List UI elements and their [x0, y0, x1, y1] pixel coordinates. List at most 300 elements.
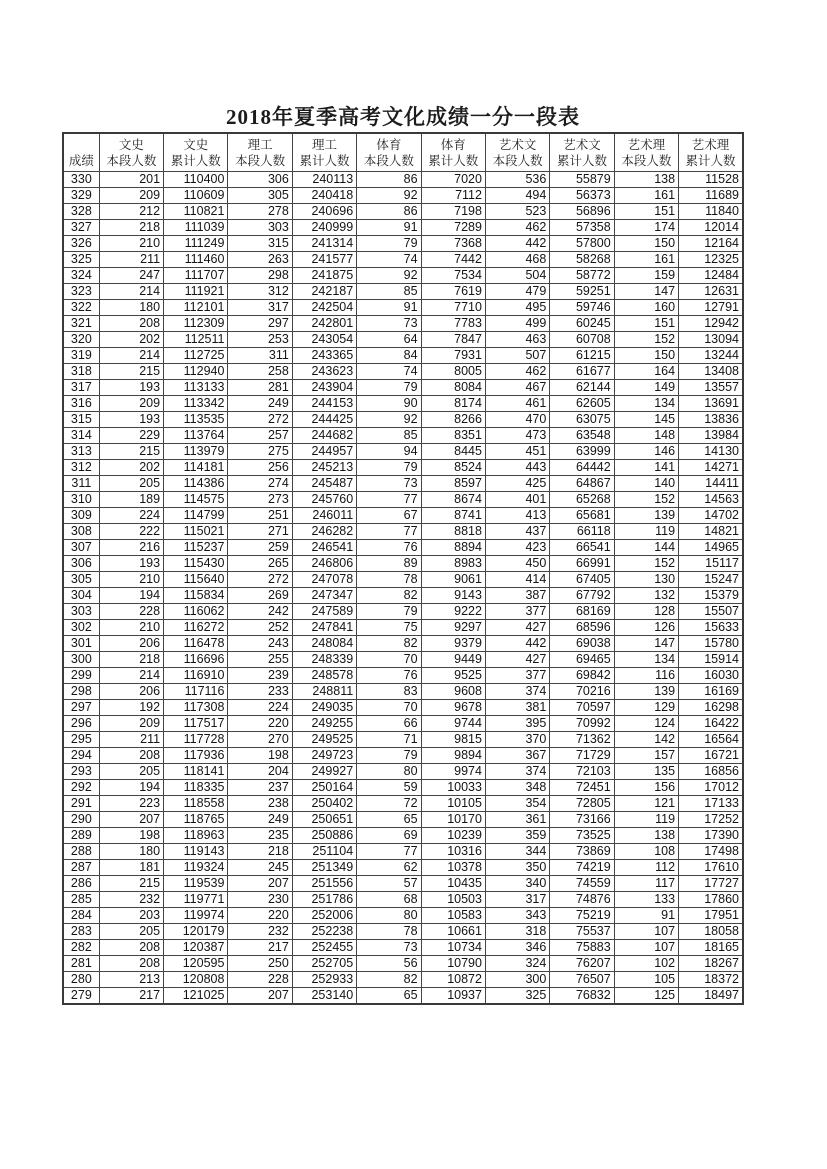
count-cell: 57358	[550, 220, 614, 236]
count-cell: 350	[485, 860, 549, 876]
score-cell: 327	[63, 220, 99, 236]
count-cell: 205	[99, 764, 163, 780]
column-header-group: 艺术文	[498, 138, 537, 152]
count-cell: 7783	[421, 316, 485, 332]
count-cell: 218	[228, 844, 292, 860]
count-cell: 13836	[679, 412, 743, 428]
count-cell: 437	[485, 524, 549, 540]
count-cell: 7112	[421, 188, 485, 204]
count-cell: 8597	[421, 476, 485, 492]
count-cell: 245	[228, 860, 292, 876]
count-cell: 66541	[550, 540, 614, 556]
count-cell: 12484	[679, 268, 743, 284]
count-cell: 118765	[164, 812, 228, 828]
count-cell: 10239	[421, 828, 485, 844]
count-cell: 62144	[550, 380, 614, 396]
count-cell: 259	[228, 540, 292, 556]
count-cell: 17252	[679, 812, 743, 828]
count-cell: 181	[99, 860, 163, 876]
count-cell: 132	[614, 588, 678, 604]
count-cell: 467	[485, 380, 549, 396]
count-cell: 244957	[292, 444, 356, 460]
count-cell: 73869	[550, 844, 614, 860]
count-cell: 15507	[679, 604, 743, 620]
table-row	[63, 300, 743, 316]
count-cell: 252705	[292, 956, 356, 972]
table-row	[63, 460, 743, 476]
count-cell: 210	[99, 236, 163, 252]
count-cell: 108	[614, 844, 678, 860]
count-cell: 73166	[550, 812, 614, 828]
table-row	[63, 748, 743, 764]
count-cell: 82	[357, 588, 421, 604]
count-cell: 72	[357, 796, 421, 812]
count-cell: 10872	[421, 972, 485, 988]
count-cell: 113764	[164, 428, 228, 444]
count-cell: 206	[99, 684, 163, 700]
score-cell: 326	[63, 236, 99, 252]
count-cell: 70	[357, 700, 421, 716]
count-cell: 116478	[164, 636, 228, 652]
count-cell: 427	[485, 620, 549, 636]
count-cell: 156	[614, 780, 678, 796]
score-cell: 288	[63, 844, 99, 860]
table-row	[63, 732, 743, 748]
count-cell: 8005	[421, 364, 485, 380]
count-cell: 76507	[550, 972, 614, 988]
count-cell: 361	[485, 812, 549, 828]
count-cell: 73	[357, 476, 421, 492]
count-cell: 124	[614, 716, 678, 732]
count-cell: 315	[228, 236, 292, 252]
count-cell: 150	[614, 348, 678, 364]
count-cell: 193	[99, 380, 163, 396]
count-cell: 90	[357, 396, 421, 412]
count-cell: 157	[614, 748, 678, 764]
count-cell: 8351	[421, 428, 485, 444]
count-cell: 8266	[421, 412, 485, 428]
count-cell: 443	[485, 460, 549, 476]
count-cell: 10170	[421, 812, 485, 828]
count-cell: 340	[485, 876, 549, 892]
table-row	[63, 956, 743, 972]
count-cell: 55879	[550, 172, 614, 188]
column-header-6	[421, 133, 485, 172]
count-cell: 119	[614, 812, 678, 828]
count-cell: 9449	[421, 652, 485, 668]
count-cell: 138	[614, 172, 678, 188]
count-cell: 252	[228, 620, 292, 636]
count-cell: 8084	[421, 380, 485, 396]
count-cell: 126	[614, 620, 678, 636]
count-cell: 14130	[679, 444, 743, 460]
count-cell: 120387	[164, 940, 228, 956]
table-body	[63, 172, 743, 1005]
table-row	[63, 396, 743, 412]
table-row	[63, 380, 743, 396]
count-cell: 18497	[679, 988, 743, 1005]
count-cell: 198	[228, 748, 292, 764]
count-cell: 255	[228, 652, 292, 668]
count-cell: 374	[485, 764, 549, 780]
column-header-group: 体育	[440, 138, 466, 152]
table-row	[63, 508, 743, 524]
count-cell: 71729	[550, 748, 614, 764]
count-cell: 14411	[679, 476, 743, 492]
count-cell: 214	[99, 284, 163, 300]
count-cell: 18372	[679, 972, 743, 988]
count-cell: 121025	[164, 988, 228, 1005]
count-cell: 111707	[164, 268, 228, 284]
count-cell: 240999	[292, 220, 356, 236]
count-cell: 253140	[292, 988, 356, 1005]
count-cell: 211	[99, 732, 163, 748]
count-cell: 216	[99, 540, 163, 556]
count-cell: 59	[357, 780, 421, 796]
count-cell: 270	[228, 732, 292, 748]
count-cell: 14821	[679, 524, 743, 540]
count-cell: 115021	[164, 524, 228, 540]
count-cell: 250	[228, 956, 292, 972]
score-cell: 294	[63, 748, 99, 764]
table-row	[63, 636, 743, 652]
table-row	[63, 828, 743, 844]
count-cell: 468	[485, 252, 549, 268]
count-cell: 305	[228, 188, 292, 204]
count-cell: 74876	[550, 892, 614, 908]
count-cell: 161	[614, 252, 678, 268]
count-cell: 207	[99, 812, 163, 828]
count-cell: 217	[228, 940, 292, 956]
count-cell: 374	[485, 684, 549, 700]
count-cell: 111921	[164, 284, 228, 300]
count-cell: 65681	[550, 508, 614, 524]
count-cell: 73525	[550, 828, 614, 844]
count-cell: 203	[99, 908, 163, 924]
count-cell: 67	[357, 508, 421, 524]
score-cell: 312	[63, 460, 99, 476]
count-cell: 414	[485, 572, 549, 588]
count-cell: 250651	[292, 812, 356, 828]
count-cell: 273	[228, 492, 292, 508]
table-row	[63, 332, 743, 348]
count-cell: 7368	[421, 236, 485, 252]
count-cell: 72451	[550, 780, 614, 796]
count-cell: 15379	[679, 588, 743, 604]
count-cell: 69465	[550, 652, 614, 668]
count-cell: 413	[485, 508, 549, 524]
count-cell: 111249	[164, 236, 228, 252]
table-row	[63, 668, 743, 684]
count-cell: 442	[485, 236, 549, 252]
table-row	[63, 252, 743, 268]
score-cell: 330	[63, 172, 99, 188]
count-cell: 205	[99, 476, 163, 492]
count-cell: 116	[614, 668, 678, 684]
score-cell: 310	[63, 492, 99, 508]
count-cell: 251349	[292, 860, 356, 876]
score-cell: 285	[63, 892, 99, 908]
score-cell: 293	[63, 764, 99, 780]
score-cell: 324	[63, 268, 99, 284]
count-cell: 17498	[679, 844, 743, 860]
count-cell: 17610	[679, 860, 743, 876]
count-cell: 194	[99, 588, 163, 604]
count-cell: 247589	[292, 604, 356, 620]
table-row	[63, 764, 743, 780]
count-cell: 224	[228, 700, 292, 716]
column-header-label: 本段人数	[235, 154, 286, 168]
count-cell: 10435	[421, 876, 485, 892]
count-cell: 120179	[164, 924, 228, 940]
count-cell: 139	[614, 684, 678, 700]
count-cell: 9678	[421, 700, 485, 716]
count-cell: 13557	[679, 380, 743, 396]
count-cell: 94	[357, 444, 421, 460]
table-row	[63, 892, 743, 908]
count-cell: 246011	[292, 508, 356, 524]
count-cell: 13984	[679, 428, 743, 444]
column-header-label: 本段人数	[621, 154, 672, 168]
count-cell: 9974	[421, 764, 485, 780]
count-cell: 91	[357, 300, 421, 316]
count-cell: 370	[485, 732, 549, 748]
count-cell: 193	[99, 412, 163, 428]
count-cell: 248811	[292, 684, 356, 700]
column-header-0	[63, 133, 99, 172]
count-cell: 147	[614, 284, 678, 300]
count-cell: 64867	[550, 476, 614, 492]
count-cell: 306	[228, 172, 292, 188]
column-header-label: 本段人数	[363, 154, 414, 168]
count-cell: 64	[357, 332, 421, 348]
count-cell: 12942	[679, 316, 743, 332]
count-cell: 134	[614, 652, 678, 668]
score-cell: 322	[63, 300, 99, 316]
count-cell: 15247	[679, 572, 743, 588]
column-header-group: 理工	[312, 138, 338, 152]
count-cell: 17390	[679, 828, 743, 844]
count-cell: 141	[614, 460, 678, 476]
count-cell: 72103	[550, 764, 614, 780]
count-cell: 117	[614, 876, 678, 892]
count-cell: 115430	[164, 556, 228, 572]
count-cell: 10661	[421, 924, 485, 940]
count-cell: 387	[485, 588, 549, 604]
count-cell: 242801	[292, 316, 356, 332]
count-cell: 9894	[421, 748, 485, 764]
count-cell: 249	[228, 812, 292, 828]
count-cell: 324	[485, 956, 549, 972]
table-header-row	[63, 133, 743, 172]
count-cell: 210	[99, 620, 163, 636]
count-cell: 65	[357, 812, 421, 828]
count-cell: 217	[99, 988, 163, 1005]
count-cell: 58268	[550, 252, 614, 268]
count-cell: 325	[485, 988, 549, 1005]
count-cell: 129	[614, 700, 678, 716]
count-cell: 198	[99, 828, 163, 844]
count-cell: 359	[485, 828, 549, 844]
count-cell: 56373	[550, 188, 614, 204]
count-cell: 65268	[550, 492, 614, 508]
count-cell: 427	[485, 652, 549, 668]
count-cell: 119143	[164, 844, 228, 860]
score-cell: 306	[63, 556, 99, 572]
count-cell: 230	[228, 892, 292, 908]
count-cell: 112725	[164, 348, 228, 364]
table-row	[63, 908, 743, 924]
count-cell: 317	[485, 892, 549, 908]
table-row	[63, 716, 743, 732]
count-cell: 120808	[164, 972, 228, 988]
count-cell: 249723	[292, 748, 356, 764]
table-row	[63, 796, 743, 812]
count-cell: 142	[614, 732, 678, 748]
column-header-group: 艺术理	[627, 138, 666, 152]
column-header-7	[485, 133, 549, 172]
count-cell: 206	[99, 636, 163, 652]
count-cell: 116272	[164, 620, 228, 636]
count-cell: 479	[485, 284, 549, 300]
score-cell: 317	[63, 380, 99, 396]
count-cell: 463	[485, 332, 549, 348]
table-row	[63, 540, 743, 556]
count-cell: 249035	[292, 700, 356, 716]
column-header-3	[228, 133, 292, 172]
count-cell: 71	[357, 732, 421, 748]
count-cell: 507	[485, 348, 549, 364]
count-cell: 68169	[550, 604, 614, 620]
count-cell: 73	[357, 316, 421, 332]
score-cell: 287	[63, 860, 99, 876]
count-cell: 13691	[679, 396, 743, 412]
count-cell: 9525	[421, 668, 485, 684]
table-row	[63, 700, 743, 716]
count-cell: 110400	[164, 172, 228, 188]
count-cell: 107	[614, 940, 678, 956]
score-cell: 292	[63, 780, 99, 796]
count-cell: 151	[614, 316, 678, 332]
count-cell: 202	[99, 460, 163, 476]
count-cell: 228	[228, 972, 292, 988]
count-cell: 9143	[421, 588, 485, 604]
count-cell: 243623	[292, 364, 356, 380]
score-cell: 328	[63, 204, 99, 220]
count-cell: 256	[228, 460, 292, 476]
table-row	[63, 428, 743, 444]
table-head	[63, 133, 743, 172]
score-cell: 299	[63, 668, 99, 684]
count-cell: 240113	[292, 172, 356, 188]
count-cell: 112	[614, 860, 678, 876]
count-cell: 8445	[421, 444, 485, 460]
count-cell: 86	[357, 204, 421, 220]
count-cell: 346	[485, 940, 549, 956]
count-cell: 77	[357, 524, 421, 540]
count-cell: 77	[357, 844, 421, 860]
count-cell: 145	[614, 412, 678, 428]
count-cell: 311	[228, 348, 292, 364]
count-cell: 150	[614, 236, 678, 252]
count-cell: 504	[485, 268, 549, 284]
count-cell: 214	[99, 348, 163, 364]
count-cell: 11689	[679, 188, 743, 204]
score-cell: 315	[63, 412, 99, 428]
score-cell: 282	[63, 940, 99, 956]
count-cell: 251104	[292, 844, 356, 860]
count-cell: 79	[357, 380, 421, 396]
count-cell: 148	[614, 428, 678, 444]
count-cell: 208	[99, 748, 163, 764]
count-cell: 278	[228, 204, 292, 220]
count-cell: 69	[357, 828, 421, 844]
count-cell: 16721	[679, 748, 743, 764]
count-cell: 238	[228, 796, 292, 812]
count-cell: 215	[99, 876, 163, 892]
count-cell: 8818	[421, 524, 485, 540]
score-cell: 281	[63, 956, 99, 972]
count-cell: 205	[99, 924, 163, 940]
count-cell: 113535	[164, 412, 228, 428]
count-cell: 66	[357, 716, 421, 732]
count-cell: 130	[614, 572, 678, 588]
score-cell: 320	[63, 332, 99, 348]
count-cell: 263	[228, 252, 292, 268]
table-row	[63, 860, 743, 876]
count-cell: 107	[614, 924, 678, 940]
table-row	[63, 988, 743, 1005]
count-cell: 152	[614, 556, 678, 572]
count-cell: 7847	[421, 332, 485, 348]
count-cell: 252455	[292, 940, 356, 956]
column-header-label: 累计人数	[685, 154, 736, 168]
count-cell: 211	[99, 252, 163, 268]
score-cell: 321	[63, 316, 99, 332]
score-cell: 314	[63, 428, 99, 444]
count-cell: 92	[357, 412, 421, 428]
column-header-label: 本段人数	[106, 154, 157, 168]
table-row	[63, 236, 743, 252]
count-cell: 10583	[421, 908, 485, 924]
count-cell: 298	[228, 268, 292, 284]
count-cell: 241875	[292, 268, 356, 284]
count-cell: 61677	[550, 364, 614, 380]
count-cell: 354	[485, 796, 549, 812]
count-cell: 193	[99, 556, 163, 572]
table-row	[63, 268, 743, 284]
column-header-group: 文史	[118, 138, 144, 152]
count-cell: 74219	[550, 860, 614, 876]
page-title: 2018年夏季高考文化成绩一分一段表	[226, 105, 580, 129]
count-cell: 147	[614, 636, 678, 652]
count-cell: 11528	[679, 172, 743, 188]
count-cell: 252238	[292, 924, 356, 940]
count-cell: 86	[357, 172, 421, 188]
score-cell: 307	[63, 540, 99, 556]
count-cell: 240696	[292, 204, 356, 220]
count-cell: 61215	[550, 348, 614, 364]
count-cell: 8524	[421, 460, 485, 476]
column-header-group: 体育	[376, 138, 402, 152]
count-cell: 13094	[679, 332, 743, 348]
table-row	[63, 604, 743, 620]
score-cell: 308	[63, 524, 99, 540]
count-cell: 10734	[421, 940, 485, 956]
count-cell: 343	[485, 908, 549, 924]
score-cell: 297	[63, 700, 99, 716]
count-cell: 8894	[421, 540, 485, 556]
